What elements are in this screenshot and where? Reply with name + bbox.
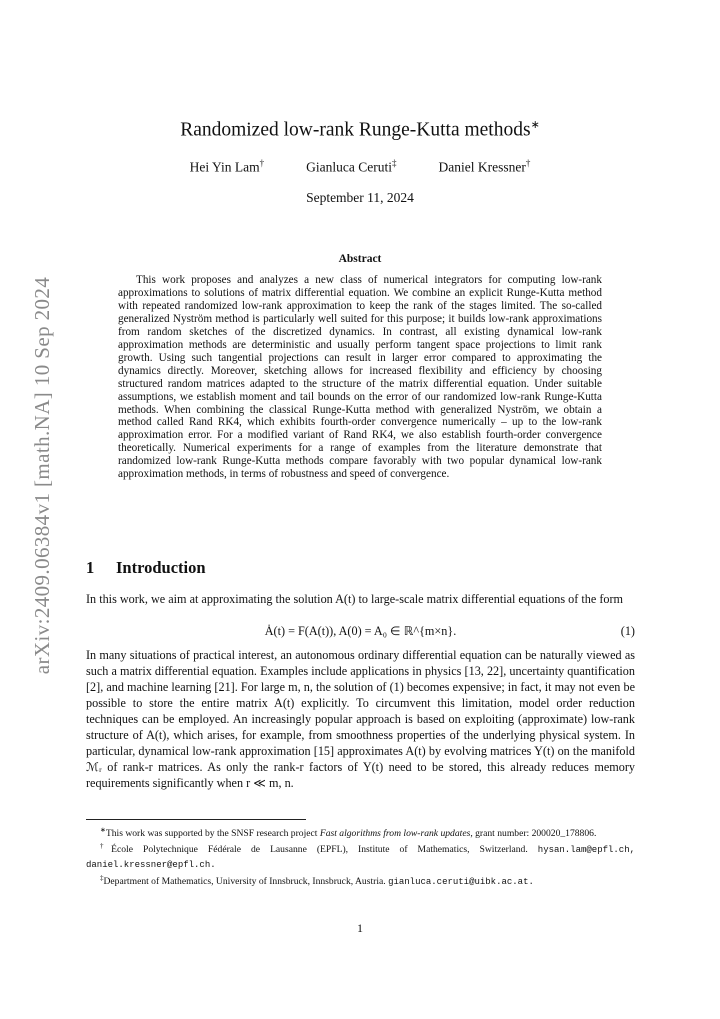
footnotes (86, 824, 635, 889)
paper-title (0, 118, 720, 142)
section-title: Introduction (116, 558, 206, 577)
footnote-grant: , grant number: 200020_178806. (470, 828, 597, 840)
author (306, 158, 396, 176)
footnote-mark: † (100, 842, 112, 851)
author-name: Gianluca Ceruti (306, 159, 392, 175)
title-footnote-mark: ∗ (530, 119, 540, 131)
footnote (86, 824, 635, 840)
equation-1 (86, 624, 635, 642)
footnote-separator (86, 819, 306, 820)
footnote (86, 872, 635, 889)
arxiv-id-text: arXiv:2409.06384v1 [math.NA] 10 Sep 2024 (30, 276, 55, 674)
abstract-heading: Abstract (338, 253, 382, 265)
footnote-email[interactable]: hysan.lam@epfl.ch, daniel.kressner@epfl.ch. (86, 845, 636, 870)
footnote-text: École Polytechnique Fédérale de Lausanne (EPFL), Institute of Mathematics, Switzerland. (111, 844, 528, 856)
equation-expression: Ȧ(t) = F(A(t)), A(0) = A₀ ∈ ℝ^{m×n}. (264, 624, 457, 638)
paper-title-text: Randomized low-rank Runge-Kutta methods (180, 119, 531, 141)
footnote (86, 840, 635, 872)
arxiv-sidebar-stamp (14, 270, 72, 680)
intro-paragraph-2: In many situations of practical interest, an autonomous ordinary differential equation can be naturally viewed as such a matrix differential equation. Examples include applications in physics [13, 22], uncertainty quantification [2], and machine learning [21]. For large m, n, the solution of (1) becomes expensive; in fact, it may not even be possible to store the entire matrix A(t) explicitly. To circumvent this limitation, model order reduction techniques can be employed. An increasingly popular approach is based on exploiting (approximate) low-rank structure of A(t), which arises, for example, from smoothness properties of the underlying physical system. In particular, dynamical low-rank approximation [15] approximates A(t) by evolving matrices Y(t) on the manifold ℳᵣ of rank-r matrices. As only the rank-r factors of Y(t) need to be stored, this already reduces memory requirements significantly when r ≪ m, n. (86, 648, 635, 790)
page-number: 1 (357, 921, 363, 935)
author-list (0, 158, 720, 176)
footnote-email[interactable]: gianluca.ceruti@uibk.ac.at. (388, 877, 534, 888)
abstract-text: This work proposes and analyzes a new class of numerical integrators for computing low-rank approximations to solutions of matrix differential equation. We combine an explicit Runge-Kutta method with repeated randomized low-rank approximation to keep the rank of the stages limited. The so-called generalized Nyström method is particularly well suited for this purpose; it builds low-rank approximations from random sketches of the discretized dynamics. In contrast, all existing dynamical low-rank approximation methods are deterministic and usually perform tangent space projections to limit rank growth. Using such tangential projections can result in larger error compared to approximating the dynamics directly. Moreover, sketching allows for increased flexibility and efficiency by choosing structured random matrices adapted to the structure of the matrix differential equation. Under suitable assumptions, we establish moment and tail bounds on the error of our randomized low-rank Runge-Kutta methods. When combining the classical Runge-Kutta method with generalized Nyström, we obtain a method called Rand RK4, which exhibits fourth-order convergence numerically – up to the low-rank approximation error. For a modified variant of Rand RK4, we also establish fourth-order convergence theoretically. Numerical experiments for a range of examples from the literature demonstrate that randomized low-rank Runge-Kutta methods compare favorably with two popular dynamical low-rank approximation methods, in terms of robustness and speed of convergence. (118, 274, 602, 481)
footnote-mark: ‡ (100, 873, 104, 882)
section-number: 1 (86, 558, 95, 577)
author-affiliation-mark: ‡ (392, 158, 397, 168)
intro-paragraph-1: In this work, we aim at approximating the solution A(t) to large-scale matrix differential equations of the form (86, 592, 624, 606)
equation-number: (1) (620, 624, 635, 638)
section-heading-introduction (86, 558, 206, 578)
author-affiliation-mark: † (525, 158, 531, 168)
footnote-text: This work was supported by the SNSF research project (105, 828, 320, 840)
author (190, 158, 265, 176)
author-name: Daniel Kressner (438, 159, 526, 175)
author-name: Hei Yin Lam (189, 159, 260, 175)
footnote-text: Department of Mathematics, University of Innsbruck, Innsbruck, Austria. (103, 876, 386, 888)
author-affiliation-mark: † (259, 158, 265, 168)
author (439, 158, 531, 176)
footnote-project-title: Fast algorithms from low-rank updates (319, 828, 471, 840)
footnote-mark: ∗ (100, 826, 106, 834)
paper-date: September 11, 2024 (306, 190, 414, 205)
